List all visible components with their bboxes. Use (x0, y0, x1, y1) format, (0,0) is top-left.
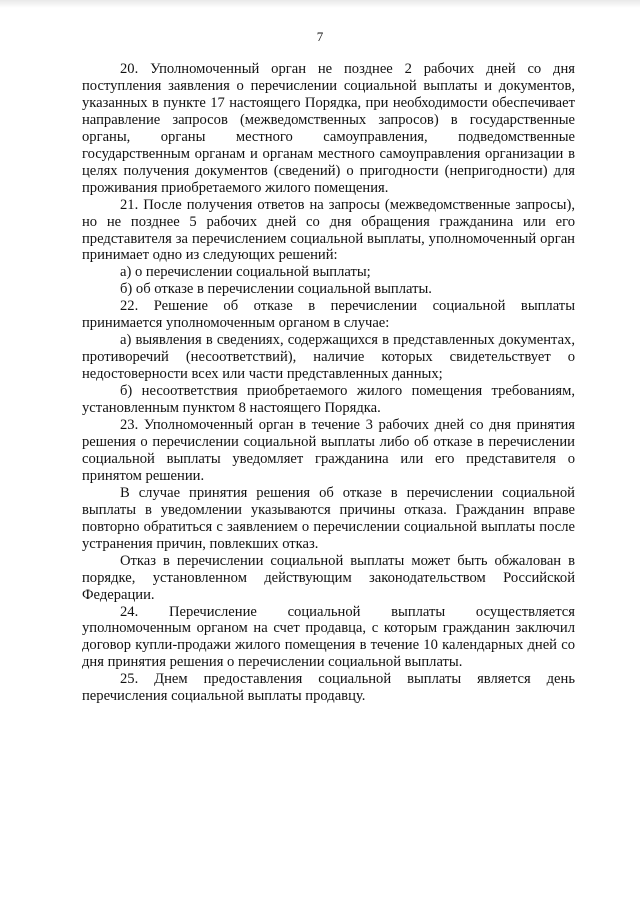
paragraph-21-option-a: а) о перечислении социальной выплаты; (120, 264, 371, 281)
paragraph-20: 20. Уполномоченный орган не позднее 2 рабочих дней со дня поступления заявления о перечислении социальной выплаты и документов, указанных в пункте 17 настоящего Порядка, при необходимости обеспечивает направление запросов (межведомственных запросов) в государственные органы, органы местного самоуправления, подведомственные государственным органам и органам местного самоуправления организации в целях получения документов (сведений) о пригодности (непригодности) для проживания приобретаемого жилого помещения. (82, 61, 575, 196)
paragraph-21: 21. После получения ответов на запросы (межведомственные запросы), но не позднее 5 рабочих дней со дня обращения гражданина или его представителя за перечислением социальной выплаты, уполномоченный орган принимает одно из следующих решений: (82, 196, 575, 264)
paragraph-22-case-a: а) выявления в сведениях, содержащихся в представленных документах, противоречий (несоответствий), наличие которых свидетельствует о недостоверности всех или части представленных данных; (82, 332, 575, 383)
paragraph-22: 22. Решение об отказе в перечислении социальной выплаты принимается уполномоченным органом в случае: (82, 298, 575, 332)
scan-edge (0, 0, 640, 8)
paragraph-22-case-b: б) несоответствия приобретаемого жилого помещения требованиям, установленным пунктом 8 настоящего Порядка. (82, 383, 575, 417)
page-number: 7 (316, 29, 324, 44)
paragraph-25: 25. Днем предоставления социальной выплаты является день перечисления социальной выплаты продавцу. (82, 671, 575, 705)
paragraph-23-appeal: Отказ в перечислении социальной выплаты может быть обжалован в порядке, установленном действующим законодательством Российской Федерации. (82, 552, 575, 603)
paragraph-23: 23. Уполномоченный орган в течение 3 рабочих дней со дня принятия решения о перечислении социальной выплаты либо об отказе в перечислении социальной выплаты уведомляет гражданина или его представителя о принятом решении. (82, 417, 575, 484)
paragraph-23-refusal: В случае принятия решения об отказе в перечислении социальной выплаты в уведомлении указываются причины отказа. Гражданин вправе повторно обратиться с заявлением о перечислении социальной выплаты после устранения причин, повлекших отказ. (82, 484, 575, 552)
document-body (82, 61, 575, 705)
paragraph-21-option-b: б) об отказе в перечислении социальной выплаты. (120, 281, 432, 298)
paragraph-24: 24. Перечисление социальной выплаты осуществляется уполномоченным органом на счет продавца, с которым гражданин заключил договор купли-продажи жилого помещения в течение 10 календарных дней со дня принятия решения о перечислении социальной выплаты. (82, 603, 575, 671)
